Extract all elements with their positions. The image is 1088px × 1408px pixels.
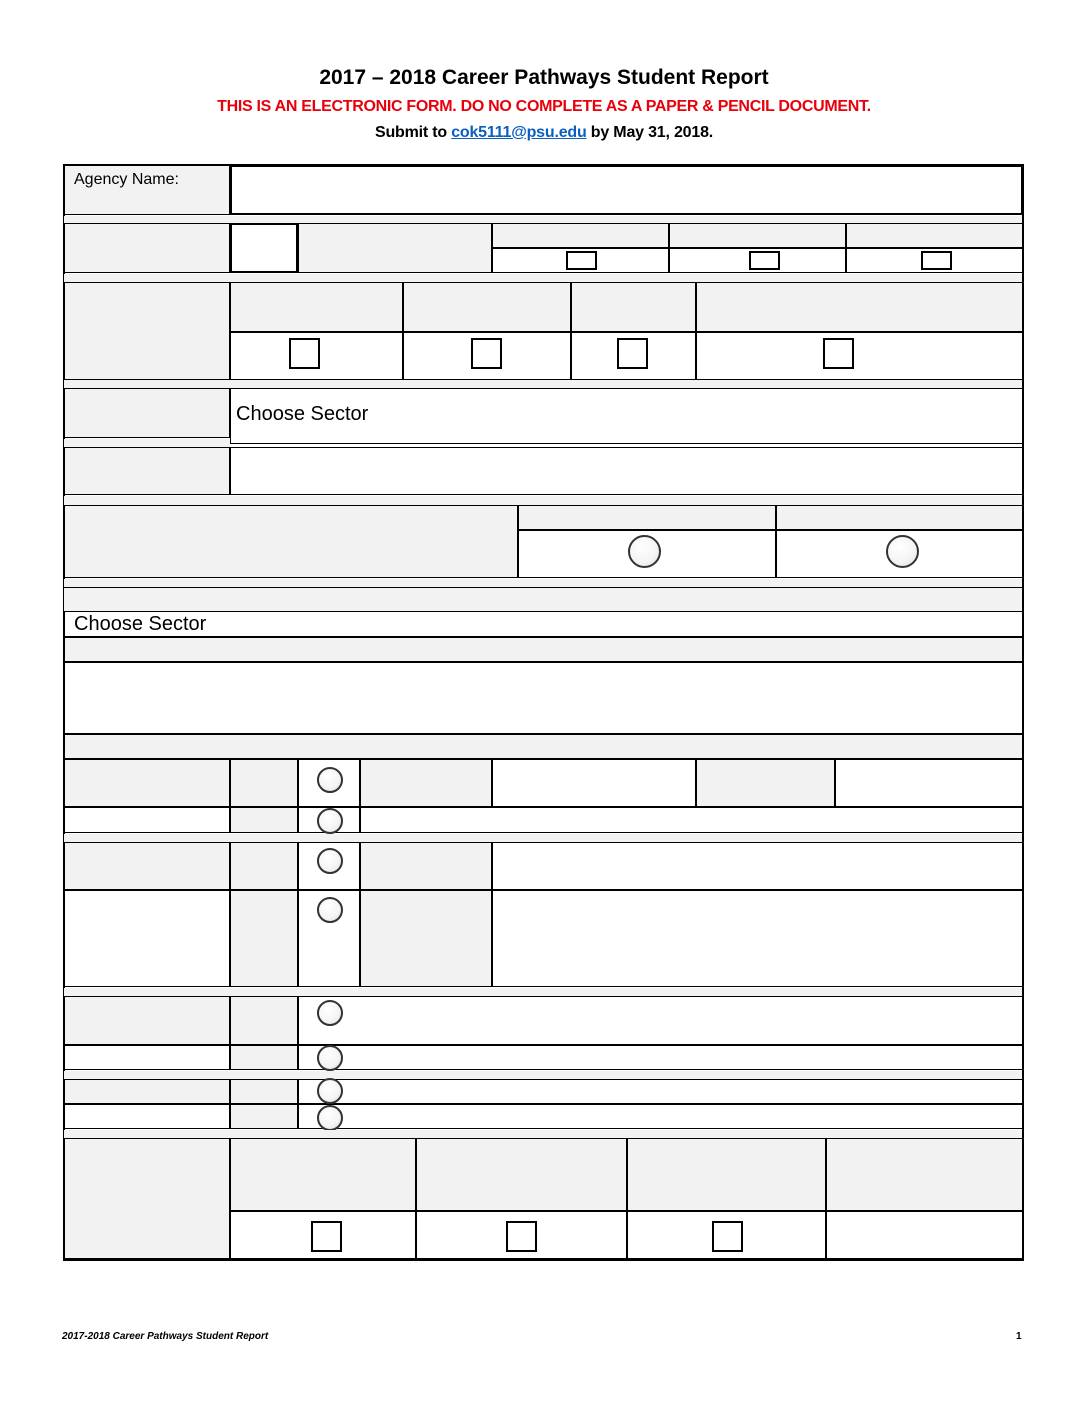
row13-sub-cell xyxy=(230,1079,298,1104)
row3-checkbox-3[interactable] xyxy=(617,338,648,369)
row13-radio[interactable] xyxy=(317,1078,343,1104)
row2-field-a[interactable] xyxy=(230,223,298,273)
sector-label-cell xyxy=(64,388,230,438)
footer-doc-title: 2017-2018 Career Pathways Student Report xyxy=(62,1331,269,1342)
row2-label-b xyxy=(298,223,492,273)
submit-email-link[interactable]: cok5111@psu.edu xyxy=(451,124,587,141)
footer-page-number: 1 xyxy=(1016,1331,1022,1342)
sector-dropdown-2-value: Choose Sector xyxy=(74,613,207,635)
spacer-row xyxy=(64,496,1022,505)
page-title: 2017 – 2018 Career Pathways Student Report xyxy=(319,66,769,89)
row3-header-4 xyxy=(696,282,1023,332)
sector-dropdown-2[interactable] xyxy=(64,611,1023,637)
row8-label-cell xyxy=(64,807,230,833)
row12-field[interactable] xyxy=(298,1045,1023,1070)
row6-question-cell xyxy=(64,505,518,578)
row8-sub-cell xyxy=(230,807,298,833)
row9-label-cell xyxy=(64,842,230,890)
section-band xyxy=(64,579,1022,611)
row3-checkbox-1[interactable] xyxy=(289,338,320,369)
row2-checkbox-2[interactable] xyxy=(749,251,780,270)
row14-label-cell xyxy=(64,1104,230,1129)
row10-label-cell xyxy=(64,890,230,987)
row3-header-1 xyxy=(230,282,403,332)
row8-radio[interactable] xyxy=(317,808,343,834)
row2-option-header-1 xyxy=(492,223,669,248)
row3-header-2 xyxy=(403,282,571,332)
section-header-bar-2 xyxy=(64,734,1023,759)
row9-sub-cell xyxy=(230,842,298,890)
row7-field-c[interactable] xyxy=(835,759,1023,807)
row3-checkbox-2[interactable] xyxy=(471,338,502,369)
row13-label-cell xyxy=(64,1079,230,1104)
row14-sub-cell xyxy=(230,1104,298,1129)
row8-field[interactable] xyxy=(360,807,1023,833)
row10-radio[interactable] xyxy=(317,897,343,923)
row9-label-b xyxy=(360,842,492,890)
row7-label-cell xyxy=(64,759,230,807)
row14-field[interactable] xyxy=(298,1104,1023,1129)
row2-option-header-3 xyxy=(846,223,1023,248)
row15-label-cell xyxy=(64,1138,230,1259)
row6-option-header-2 xyxy=(776,505,1023,530)
row12-radio[interactable] xyxy=(317,1045,343,1071)
row11-field[interactable] xyxy=(298,996,1023,1045)
row9-radio[interactable] xyxy=(317,848,343,874)
agency-name-field[interactable] xyxy=(230,165,1023,215)
sector-dropdown-1[interactable] xyxy=(230,388,1023,444)
spacer-row xyxy=(64,216,1022,223)
submit-prefix: Submit to xyxy=(374,124,452,141)
row9-field[interactable] xyxy=(492,842,1023,890)
row10-sub-cell xyxy=(230,890,298,987)
row11-radio[interactable] xyxy=(317,1000,343,1026)
row15-field-4[interactable] xyxy=(826,1211,1023,1259)
row15-checkbox-2[interactable] xyxy=(506,1221,537,1252)
row15-header-2 xyxy=(416,1138,627,1211)
row6-radio-1[interactable] xyxy=(628,535,661,568)
agency-name-label-cell xyxy=(64,165,230,215)
row7-field-b[interactable] xyxy=(492,759,696,807)
row5-label-cell xyxy=(64,447,230,495)
row3-label-cell xyxy=(64,282,230,380)
row6-radio-2[interactable] xyxy=(886,535,919,568)
spacer-row xyxy=(64,834,1022,842)
row15-header-4 xyxy=(826,1138,1023,1211)
row15-header-3 xyxy=(627,1138,826,1211)
electronic-form-warning: THIS IS AN ELECTRONIC FORM. DO NO COMPLETE AS A PAPER & PENCIL DOCUMENT. xyxy=(217,98,871,115)
spacer-row xyxy=(64,380,1022,388)
row3-cell-4 xyxy=(696,332,1023,380)
spacer-row xyxy=(64,274,1022,282)
section-header-bar xyxy=(64,637,1023,662)
sector-dropdown-1-value: Choose Sector xyxy=(236,403,369,425)
spacer-row xyxy=(64,439,230,447)
row12-label-cell xyxy=(64,1045,230,1070)
spacer-row xyxy=(64,1071,1022,1079)
row14-radio[interactable] xyxy=(317,1105,343,1131)
row7-label-c xyxy=(696,759,835,807)
row15-header-1 xyxy=(230,1138,416,1211)
large-text-area[interactable] xyxy=(64,662,1023,734)
row3-checkbox-4[interactable] xyxy=(823,338,854,369)
row7-radio[interactable] xyxy=(317,767,343,793)
row2-checkbox-1[interactable] xyxy=(566,251,597,270)
row5-field[interactable] xyxy=(230,447,1023,495)
row6-option-header-1 xyxy=(518,505,776,530)
submit-suffix: by May 31, 2018. xyxy=(586,124,714,141)
row11-label-cell xyxy=(64,996,230,1045)
row2-checkbox-3[interactable] xyxy=(921,251,952,270)
row3-header-3 xyxy=(571,282,696,332)
row7-sub-cell xyxy=(230,759,298,807)
row2-option-header-2 xyxy=(669,223,846,248)
submission-instructions xyxy=(0,124,1088,142)
row15-checkbox-1[interactable] xyxy=(311,1221,342,1252)
row15-checkbox-3[interactable] xyxy=(712,1221,743,1252)
row12-sub-cell xyxy=(230,1045,298,1070)
row10-field[interactable] xyxy=(492,890,1023,987)
spacer-row xyxy=(64,1130,1022,1138)
row10-label-b xyxy=(360,890,492,987)
agency-name-label: Agency Name: xyxy=(74,171,179,188)
row2-label-cell xyxy=(64,223,230,273)
row11-sub-cell xyxy=(230,996,298,1045)
row7-label-b xyxy=(360,759,492,807)
spacer-row xyxy=(64,988,1022,996)
row13-field[interactable] xyxy=(298,1079,1023,1104)
